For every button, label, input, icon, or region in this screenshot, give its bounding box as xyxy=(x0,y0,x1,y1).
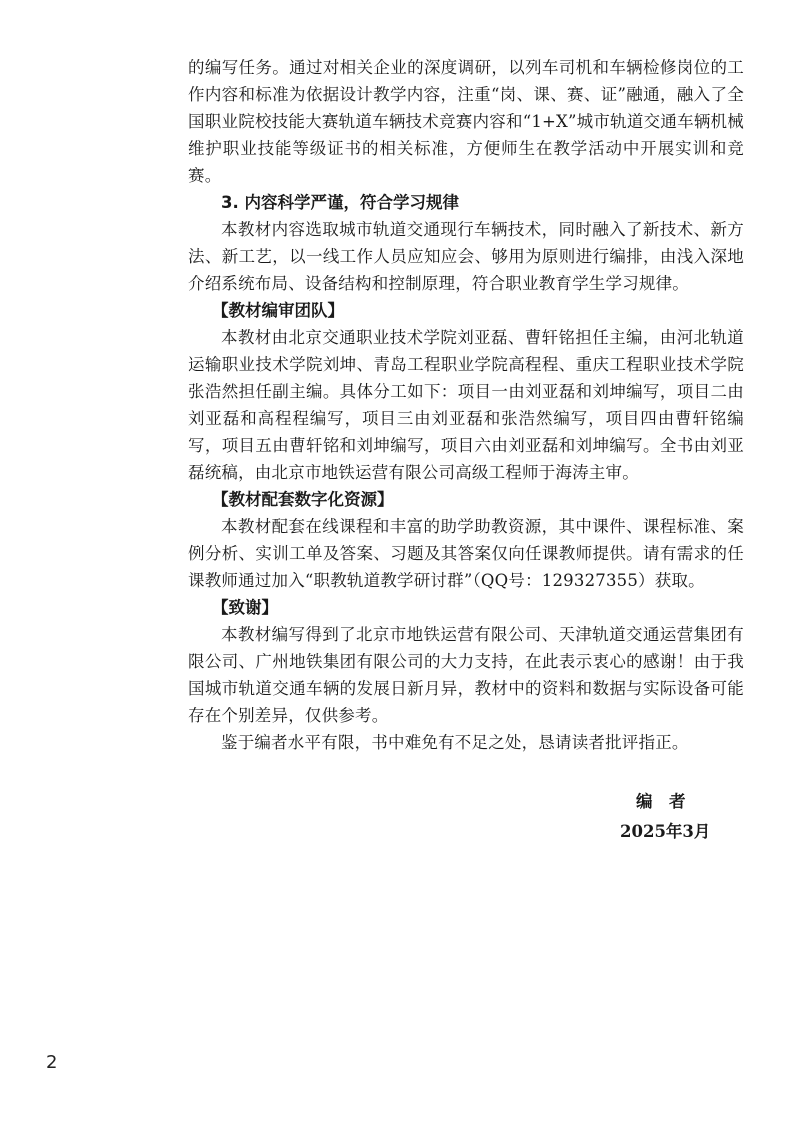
thanks-paragraph: 本教材编写得到了北京市地铁运营有限公司、天津轨道交通运营集团有限公司、广州地铁集团有限公司的大力支持，在此表示衷心的感谢！由于我国城市轨道交通车辆的发展日新月异，教材中的资料和数据与实际设备可能存在个别差异，仅供参考。 xyxy=(188,625,744,725)
page-number: 2 xyxy=(46,1052,58,1073)
preface-body xyxy=(188,54,744,756)
team-paragraph: 本教材由北京交通职业技术学院刘亚磊、曹轩铭担任主编，由河北轨道运输职业技术学院刘坤、青岛工程职业学院高程程、重庆工程职业技术学院张浩然担任副主编。具体分工如下：项目一由刘亚磊和刘坤编写，项目二由刘亚磊和高程程编写，项目三由刘亚磊和张浩然编写，项目四由曹轩铭编写，项目五由曹轩铭和刘坤编写，项目六由刘亚磊和刘坤编写。全书由刘亚磊统稿，由北京市地铁运营有限公司高级工程师于海涛主审。 xyxy=(188,328,744,482)
thanks-heading: 【致谢】 xyxy=(212,598,278,617)
author-signature: 编 者 xyxy=(636,792,686,811)
section-3-title: 3. 内容科学严谨，符合学习规律 xyxy=(221,193,459,212)
team-heading: 【教材编审团队】 xyxy=(212,301,344,320)
section-3-paragraph: 本教材内容选取城市轨道交通现行车辆技术，同时融入了新技术、新方法、新工艺，以一线工作人员应知应会、够用为原则进行编排，由浅入深地介绍系统布局、设备结构和控制原理，符合职业教育学生学习规律。 xyxy=(188,220,744,293)
resources-paragraph: 本教材配套在线课程和丰富的助学助教资源，其中课件、课程标准、案例分析、实训工单及答案、习题及其答案仅向任课教师提供。请有需求的任课教师通过加入“职教轨道教学研讨群”（QQ号：129327355）获取。 xyxy=(188,517,744,590)
intro-paragraph: 的编写任务。通过对相关企业的深度调研，以列车司机和车辆检修岗位的工作内容和标准为依据设计教学内容，注重“岗、课、赛、证”融通，融入了全国职业院校技能大赛轨道车辆技术竞赛内容和“1+X”城市轨道交通车辆机械维护职业技能等级证书的相关标准，方便师生在教学活动中开展实训和竞赛。 xyxy=(188,58,744,185)
closing-paragraph: 鉴于编者水平有限，书中难免有不足之处，恳请读者批评指正。 xyxy=(221,733,689,752)
resources-heading: 【教材配套数字化资源】 xyxy=(212,490,394,509)
preface-date: 2025年3月 xyxy=(620,822,711,841)
